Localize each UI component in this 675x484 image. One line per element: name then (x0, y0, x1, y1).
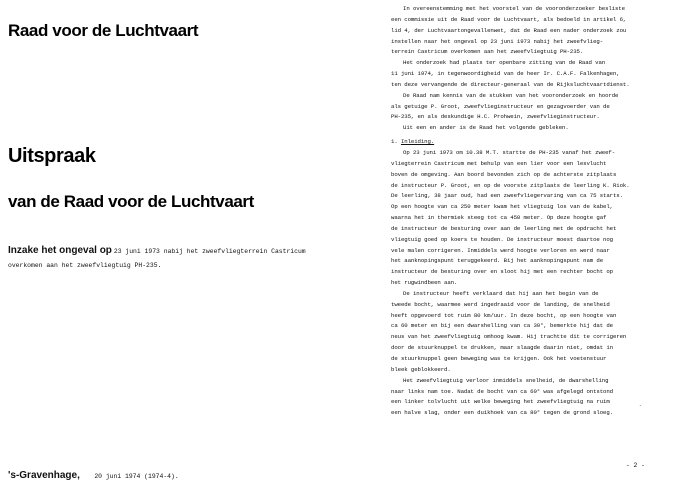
body-line: Het onderzoek had plaats ter openbare zitting van de Raad van (403, 59, 606, 67)
body-line: boven de omgeving. Aan boord bevonden zich op de achterste zitplaats (391, 170, 617, 178)
body-line: 11 juni 1974, in tegenwoordigheid van de heer Ir. C.A.F. Falkenhagen, (391, 70, 620, 78)
body-line: bleek geblokkeerd. (391, 365, 451, 373)
body-line: vliegtuig goed op koers te houden. De instructeur moest daartoe nog (391, 235, 613, 243)
body-line: De Raad nam kennis van de stukken van het vooronderzoek en hoorde (403, 91, 619, 99)
body-line: door de stuurknuppel te drukken, maar slaagde daarin niet, omdat in (391, 344, 613, 352)
body-line: een halve slag, onder een duikhoek van ca 80° tegen de grond sloeg. (391, 409, 613, 417)
verdict-subtitle: van de Raad voor de Luchtvaart (8, 192, 254, 211)
page-number: - 2 - (625, 462, 645, 469)
body-line: lid 4, der Luchtvaartongevallenwet, dat de Raad een nader onderzoek zou (391, 26, 627, 34)
body-line: De leerling, 38 jaar oud, had een zweefvliegervaring van ca 75 starts. (391, 192, 623, 200)
body-line: de instructeur de besturing over aan de leerling met de opdracht het (391, 224, 617, 232)
body-line: Uit een en ander is de Raad het volgende gebleken. (403, 124, 569, 132)
body-line: PH-235, en als deskundige H.C. Prohwein, zweefvlieginstructeur. (391, 113, 600, 121)
body-line: vliegterrein Castricum met behulp van een lier voor een lesvlucht (391, 159, 607, 167)
case-text-line-2: overkomen aan het zweefvliegtuig PH-235. (8, 262, 162, 269)
section-heading: 1. Inleiding. (391, 138, 435, 146)
body-line: tweede bocht, waarmee werd ingedraaid voor de landing, de snelheid (391, 300, 610, 308)
body-line: het aanknopingspunt teruggekeerd. Bij het aanknopingspunt nam de (391, 257, 604, 265)
verdict-heading: Uitspraak (8, 145, 96, 167)
body-line: Op 23 juni 1973 om 10.38 M.T. startte de PH-235 vanaf het zweef- (403, 148, 616, 156)
body-line: instructeur de besturing over en sloot hij met een rechter bocht op (391, 268, 613, 276)
verdict-body (391, 4, 673, 419)
body-line: In overeenstemming met het voorstel van de vooronderzoeker besliste (403, 5, 625, 12)
case-label: Inzake het ongeval op (8, 245, 112, 256)
body-line: het rugwindbeen aan. (391, 279, 458, 287)
handwritten-mark: ` (638, 405, 642, 412)
footer-date: 20 juni 1974 (1974-4). (94, 473, 179, 480)
right-page (370, 0, 675, 484)
body-line: neus van het zweefvliegtuig omhoog kwam. Hij trachtte dit te corrigeren (391, 333, 627, 341)
body-line: Op een hoogte van ca 250 meter kwam het vliegtuig los van de kabel, (391, 203, 613, 211)
body-line: ten deze vervangende de directeur-generaal van de Rijksluchtvaartdienst. (391, 80, 630, 88)
council-title: Raad voor de Luchtvaart (8, 21, 199, 40)
body-line: terrein Castricum overkomen aan het zweefvliegtuig PH-235. (391, 48, 584, 56)
body-line: een linker tolvlucht uit welke beweging het zweefvliegtuig na ruim (391, 398, 610, 406)
body-line: als getuige P. Groot, zweefvlieginstructeur en gezagvoerder van de (391, 102, 610, 110)
case-text-line-1: 23 juni 1973 nabij het zweefvliegterrein Castricum (113, 248, 306, 255)
body-line: een commissie uit de Raad voor de Luchtvaart, als bedoeld in artikel 6, (391, 15, 627, 23)
place-date-footer (8, 465, 179, 483)
body-line: waarna het in thermiek steeg tot ca 450 meter. Op deze hoogte gaf (391, 214, 607, 222)
body-line: heeft opgevoerd tot ruim 80 km/uur. In deze bocht, op een hoogte van (391, 311, 617, 319)
body-line: naar links nam toe. Nadat de bocht van ca 60° was afgelegd ontstond (391, 387, 613, 395)
body-line: vele malen corrigeren. Inmiddels werd hoogte verloren en werd naar (391, 246, 610, 254)
body-line: de instructeur P. Groot, en op de voorste zitplaats de leerling K. Riok. (391, 181, 630, 189)
body-line: ca 60 meter en bij een dwarshelling van ca 30°, bemerkte hij dat de (391, 322, 613, 330)
body-line: instellen naar het ongeval op 23 juni 1973 nabij het zweefvlieg- (391, 37, 604, 45)
body-line: de stuurknuppel geen beweging was te krijgen. Ook het voetenstuur (391, 355, 607, 362)
case-description (8, 244, 363, 273)
body-line: Het zweefvliegtuig verloor inmiddels snelheid, de dwarshelling (403, 376, 609, 384)
body-line: De instructeur heeft verklaard dat hij aan het begin van de (403, 289, 599, 297)
footer-place: 's-Gravenhage, (8, 470, 80, 481)
